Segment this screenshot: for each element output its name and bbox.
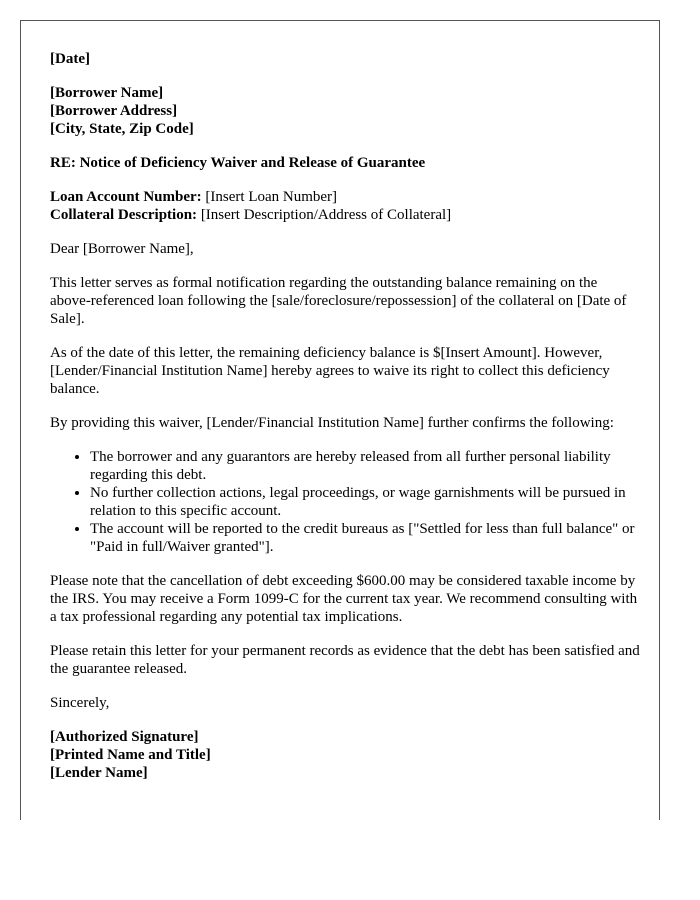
signature-block [50, 728, 640, 782]
authorized-signature: [Authorized Signature] [50, 729, 199, 745]
list-item: • No further collection actions, legal proceedings, or wage garnishments will be pursued in relation to this specific account. [90, 484, 640, 520]
loan-account-value: [Insert Loan Number] [201, 189, 338, 205]
letter-subject: RE: Notice of Deficiency Waiver and Release of Guarantee [50, 155, 426, 171]
recipient-city-state-zip: [City, State, Zip Code] [50, 121, 194, 137]
letter-page [20, 20, 660, 820]
loan-account-line [50, 188, 640, 206]
intro-paragraph: This letter serves as formal notification regarding the outstanding balance remaining on the above-referenced loan following the [sale/foreclosure/repossession] of the collateral on [Date of Sale]. [50, 275, 627, 327]
collateral-label: Collateral Description: [50, 207, 198, 223]
list-item: • The borrower and any guarantors are hereby released from all further personal liability regarding this debt. [90, 448, 640, 484]
recipient-name: [Borrower Name] [50, 85, 164, 101]
closing: Sincerely, [50, 695, 110, 711]
retain-paragraph: Please retain this letter for your permanent records as evidence that the debt has been satisfied and the guarantee released. [50, 643, 640, 677]
collateral-line [50, 206, 640, 224]
letter-date: [Date] [50, 51, 90, 67]
loan-account-label: Loan Account Number: [50, 189, 202, 205]
waiver-conditions-list [50, 448, 640, 556]
letter-content [50, 50, 640, 782]
salutation: Dear [Borrower Name], [50, 241, 194, 257]
recipient-block [50, 84, 640, 138]
list-item: • The account will be reported to the credit bureaus as ["Settled for less than full balance" or "Paid in full/Waiver granted"]. [90, 520, 640, 556]
lender-name: [Lender Name] [50, 765, 148, 781]
collateral-value: [Insert Description/Address of Collateral] [197, 207, 452, 223]
confirm-paragraph: By providing this waiver, [Lender/Financial Institution Name] further confirms the following: [50, 415, 614, 431]
balance-paragraph: As of the date of this letter, the remaining deficiency balance is $[Insert Amount]. However, [Lender/Financial Institution Name] hereby agrees to waive its right to collect this deficiency balance. [50, 345, 610, 397]
printed-name-title: [Printed Name and Title] [50, 747, 211, 763]
account-details [50, 188, 640, 224]
recipient-address: [Borrower Address] [50, 103, 178, 119]
tax-paragraph: Please note that the cancellation of debt exceeding $600.00 may be considered taxable income by the IRS. You may receive a Form 1099-C for the current tax year. We recommend consulting with a tax professional regarding any potential tax implications. [50, 573, 638, 625]
